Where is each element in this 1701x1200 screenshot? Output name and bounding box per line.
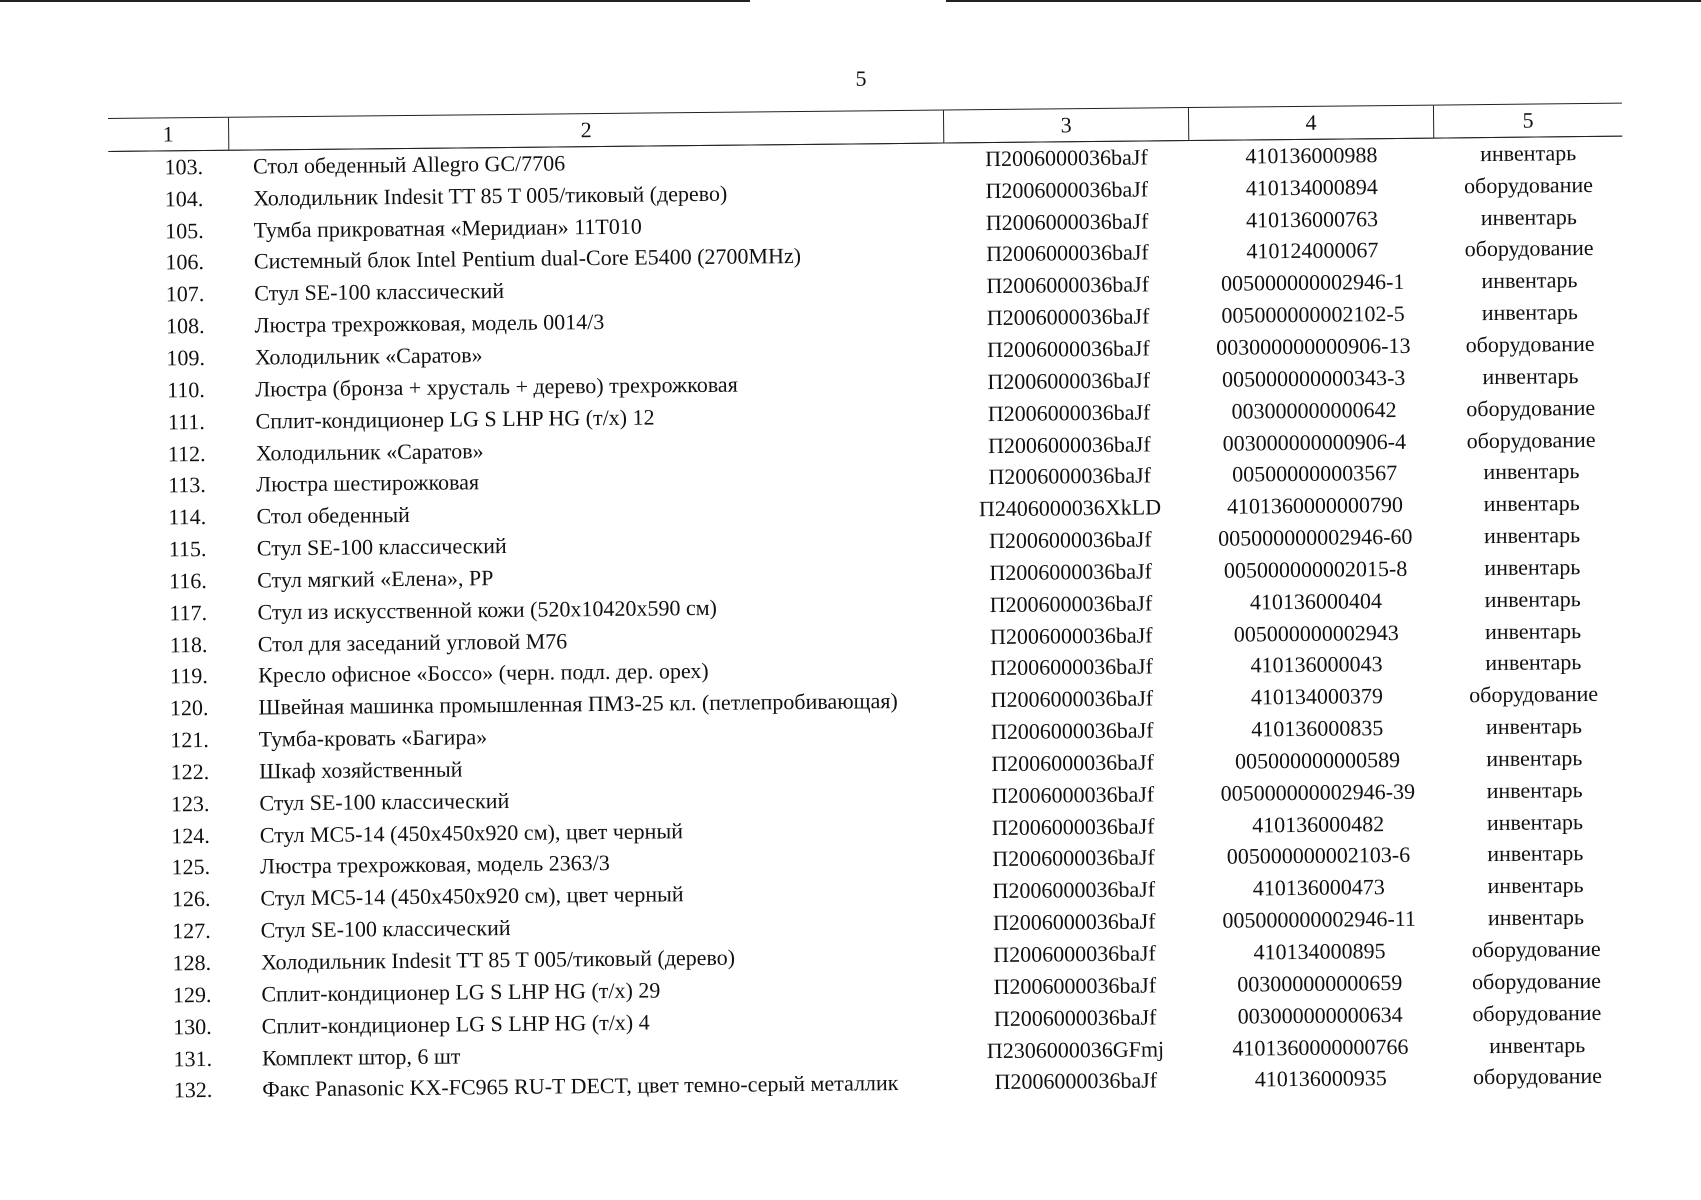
account-code: П2006000036baJf	[993, 1004, 1157, 1031]
item-name: Стул SE-100 классический	[256, 533, 507, 561]
account-code: П2006000036baJf	[988, 526, 1152, 554]
account-code: П2006000036baJf	[992, 908, 1156, 936]
item-category: оборудование	[1469, 681, 1599, 708]
item-category: инвентарь	[1480, 140, 1577, 167]
item-category: инвентарь	[1483, 458, 1580, 485]
inventory-table	[108, 103, 1632, 1108]
item-category: оборудование	[1472, 1063, 1603, 1090]
item-name: Стул SE-100 классический	[259, 787, 510, 816]
item-name: Стул MC5-14 (450x450x920 см), цвет черный	[260, 881, 684, 911]
row-number: 124.	[171, 822, 210, 849]
inventory-number: 410136000935	[1254, 1065, 1387, 1092]
account-code: П2006000036baJf	[986, 271, 1150, 299]
item-category: инвентарь	[1483, 490, 1580, 517]
inventory-number: 410136000763	[1245, 205, 1379, 233]
inventory-number: 005000000000343-3	[1221, 364, 1406, 392]
row-number: 132.	[173, 1077, 213, 1103]
inventory-number: 003000000000659	[1237, 969, 1403, 997]
row-number: 118.	[169, 631, 208, 657]
item-name: Люстра (бронза + хрусталь + дерево) трехрожковая	[255, 371, 738, 402]
item-name: Стол для заседаний угловой M76	[257, 627, 568, 657]
item-name: Сплит-кондиционер LG S LHP HG (т/х) 12	[255, 404, 655, 434]
item-name: Холодильник «Саратов»	[254, 342, 483, 370]
item-category: инвентарь	[1481, 267, 1578, 294]
row-number: 104.	[164, 185, 204, 212]
page-number: 5	[855, 66, 867, 91]
item-category: инвентарь	[1486, 776, 1583, 803]
item-name: Холодильник Indesit TT 85 T 005/тиковый (дерево)	[260, 944, 736, 975]
account-code: П2006000036baJf	[991, 749, 1154, 777]
account-code: П2006000036baJf	[986, 335, 1150, 363]
row-number: 111.	[167, 408, 205, 435]
item-name: Холодильник Indesit TT 85 T 005/тиковый (дерево)	[253, 180, 728, 211]
table-body	[108, 136, 1632, 1107]
inventory-number: 003000000000906-4	[1222, 428, 1407, 456]
item-category: инвентарь	[1484, 585, 1581, 612]
item-category: инвентарь	[1487, 840, 1584, 867]
item-category: инвентарь	[1484, 554, 1581, 580]
account-code: П2006000036baJf	[992, 844, 1155, 872]
item-name: Люстра шестирожковая	[256, 469, 480, 497]
account-code: П2006000036baJf	[994, 1067, 1158, 1095]
item-name: Стол обеденный Allegro GC/7706	[252, 150, 566, 179]
top-edge-rule-right	[946, 0, 1701, 2]
inventory-number: 003000000000634	[1237, 1001, 1403, 1029]
item-category: оборудование	[1464, 235, 1594, 262]
item-category: инвентарь	[1485, 713, 1583, 740]
row-number: 112.	[167, 440, 206, 466]
item-category: оборудование	[1471, 967, 1602, 995]
account-code: П2006000036baJf	[987, 430, 1151, 458]
item-name: Стул SE-100 классический	[260, 915, 511, 943]
inventory-number: 005000000003567	[1232, 460, 1398, 487]
account-code: П2006000036baJf	[989, 622, 1153, 649]
inventory-number: 005000000002015-8	[1223, 555, 1408, 583]
row-number: 130.	[173, 1013, 212, 1040]
item-category: инвентарь	[1482, 362, 1579, 389]
inventory-number: 410136000482	[1252, 810, 1385, 838]
row-number: 123.	[170, 790, 210, 817]
item-name: Сплит-кондиционер LG S LHP HG (т/х) 4	[261, 1009, 650, 1039]
item-name: Стул мягкий «Елена», PP	[257, 565, 494, 593]
account-code: П2006000036baJf	[989, 590, 1153, 617]
inventory-number: 410124000067	[1246, 237, 1379, 264]
inventory-number: 410136000473	[1252, 874, 1385, 901]
item-name: Факс Panasonic KX-FC965 RU-T DECT, цвет темно-серый металлик	[262, 1070, 899, 1102]
row-number: 126.	[171, 886, 211, 912]
item-name: Люстра трехрожковая, модель 0014/3	[254, 309, 605, 338]
inventory-number: 005000000002946-1	[1220, 269, 1405, 297]
row-number: 107.	[165, 281, 205, 307]
row-number: 127.	[172, 918, 211, 944]
column-header-2: 2	[228, 110, 943, 150]
account-code: П2006000036baJf	[993, 940, 1156, 968]
item-category: инвентарь	[1486, 808, 1584, 835]
item-category: инвентарь	[1480, 203, 1577, 230]
inventory-number: 410134000894	[1245, 173, 1378, 201]
row-number: 114.	[168, 504, 207, 530]
inventory-number: 005000000000589	[1234, 746, 1401, 774]
row-number: 129.	[172, 981, 212, 1008]
item-category: инвентарь	[1483, 522, 1581, 549]
item-category: оборудование	[1466, 426, 1596, 453]
account-code: П2406000036XkLD	[978, 494, 1162, 522]
item-category: инвентарь	[1485, 649, 1582, 676]
item-name: Комплект штор, 6 шт	[261, 1043, 461, 1071]
column-header-5: 5	[1433, 103, 1622, 138]
row-number: 105.	[165, 217, 204, 244]
item-category: инвентарь	[1487, 872, 1584, 899]
row-number: 125.	[171, 854, 211, 880]
account-code: П2006000036baJf	[992, 876, 1156, 904]
inventory-number: 005000000002946-60	[1218, 523, 1413, 551]
row-number: 128.	[172, 950, 212, 976]
item-category: инвентарь	[1487, 904, 1585, 931]
item-category: оборудование	[1466, 394, 1596, 421]
inventory-number: 410134000895	[1253, 938, 1386, 965]
inventory-number: 4101360000000790	[1226, 492, 1404, 519]
item-name: Стул SE-100 классический	[254, 278, 505, 306]
row-number: 116.	[168, 567, 207, 594]
account-code: П2006000036baJf	[986, 239, 1149, 267]
account-code: П2006000036baJf	[985, 144, 1148, 172]
item-name: Тумба прикроватная «Меридиан» 11T010	[253, 213, 642, 243]
row-number: 117.	[169, 599, 208, 626]
column-header-3: 3	[943, 108, 1188, 143]
item-name: Стул из искусственной кожи (520x10420x590 см)	[257, 594, 718, 625]
inventory-number: 4101360000000766	[1232, 1033, 1409, 1061]
inventory-number: 410134000379	[1250, 683, 1384, 710]
row-number: 121.	[170, 727, 209, 753]
row-number: 113.	[168, 472, 206, 498]
inventory-number: 005000000002946-11	[1222, 905, 1417, 933]
item-name: Тумба-кровать «Багира»	[258, 724, 488, 752]
top-edge-rule-left	[0, 0, 750, 2]
row-number: 115.	[168, 536, 207, 562]
account-code: П2006000036baJf	[991, 781, 1155, 808]
account-code: П2006000036baJf	[991, 813, 1155, 840]
account-code: П2006000036baJf	[987, 367, 1151, 394]
account-code: П2006000036baJf	[987, 399, 1151, 426]
item-name: Кресло офисное «Боссо» (черн. подл. дер. орех)	[258, 658, 709, 688]
item-name: Сплит-кондиционер LG S LHP HG (т/х) 29	[261, 977, 661, 1007]
column-header-1: 1	[108, 117, 229, 151]
item-name: Системный блок Intel Pentium dual-Core E5400 (2700MHz)	[253, 243, 802, 274]
item-category: инвентарь	[1484, 617, 1582, 644]
item-category: оборудование	[1471, 935, 1601, 963]
row-number: 119.	[169, 663, 208, 689]
item-name: Холодильник «Саратов»	[255, 437, 484, 466]
item-category: инвентарь	[1486, 745, 1583, 772]
account-code: П2006000036baJf	[993, 972, 1157, 999]
row-number: 108.	[165, 313, 205, 339]
row-number: 120.	[169, 695, 209, 721]
item-name: Стол обеденный	[256, 502, 411, 529]
account-code: П2006000036baJf	[990, 717, 1154, 745]
item-category: оборудование	[1465, 330, 1595, 358]
inventory-number: 003000000000642	[1231, 396, 1397, 424]
inventory-number: 410136000043	[1250, 651, 1383, 678]
item-category: инвентарь	[1489, 1031, 1586, 1058]
account-code: П2006000036baJf	[989, 558, 1153, 585]
account-code: П2006000036baJf	[988, 462, 1152, 490]
column-header-4: 4	[1188, 105, 1433, 140]
row-number: 131.	[173, 1045, 213, 1071]
row-number: 103.	[164, 153, 204, 180]
inventory-number: 005000000002943	[1233, 619, 1399, 647]
row-number: 109.	[166, 345, 206, 371]
account-code: П2006000036baJf	[985, 208, 1149, 235]
item-name: Швейная машинка промышленная ПМЗ-25 кл. (петлепробивающая)	[258, 688, 898, 720]
inventory-number: 003000000000906-13	[1216, 332, 1411, 360]
inventory-number: 410136000835	[1251, 715, 1384, 742]
row-number: 110.	[167, 376, 205, 403]
item-name: Стул MC5-14 (450x450x920 см), цвет черный	[259, 817, 684, 848]
item-category: инвентарь	[1481, 299, 1578, 326]
item-category: оборудование	[1472, 999, 1602, 1026]
account-code: П2006000036baJf	[990, 653, 1153, 681]
account-code: П2006000036baJf	[985, 176, 1149, 203]
item-name: Шкаф хозяйственный	[258, 756, 463, 784]
account-code: П2306000036GFmj	[986, 1035, 1165, 1063]
inventory-number: 005000000002102-5	[1221, 301, 1405, 328]
row-number: 106.	[165, 249, 205, 275]
item-category: оборудование	[1463, 171, 1594, 199]
inventory-number: 410136000988	[1245, 142, 1378, 169]
item-name: Люстра трехрожковая, модель 2363/3	[259, 850, 610, 879]
row-number: 122.	[170, 758, 210, 785]
inventory-number: 005000000002103-6	[1226, 842, 1411, 870]
account-code: П2006000036baJf	[990, 685, 1154, 713]
account-code: П2006000036baJf	[986, 303, 1150, 331]
inventory-number: 410136000404	[1249, 587, 1383, 615]
inventory-number: 005000000002946-39	[1220, 778, 1416, 806]
